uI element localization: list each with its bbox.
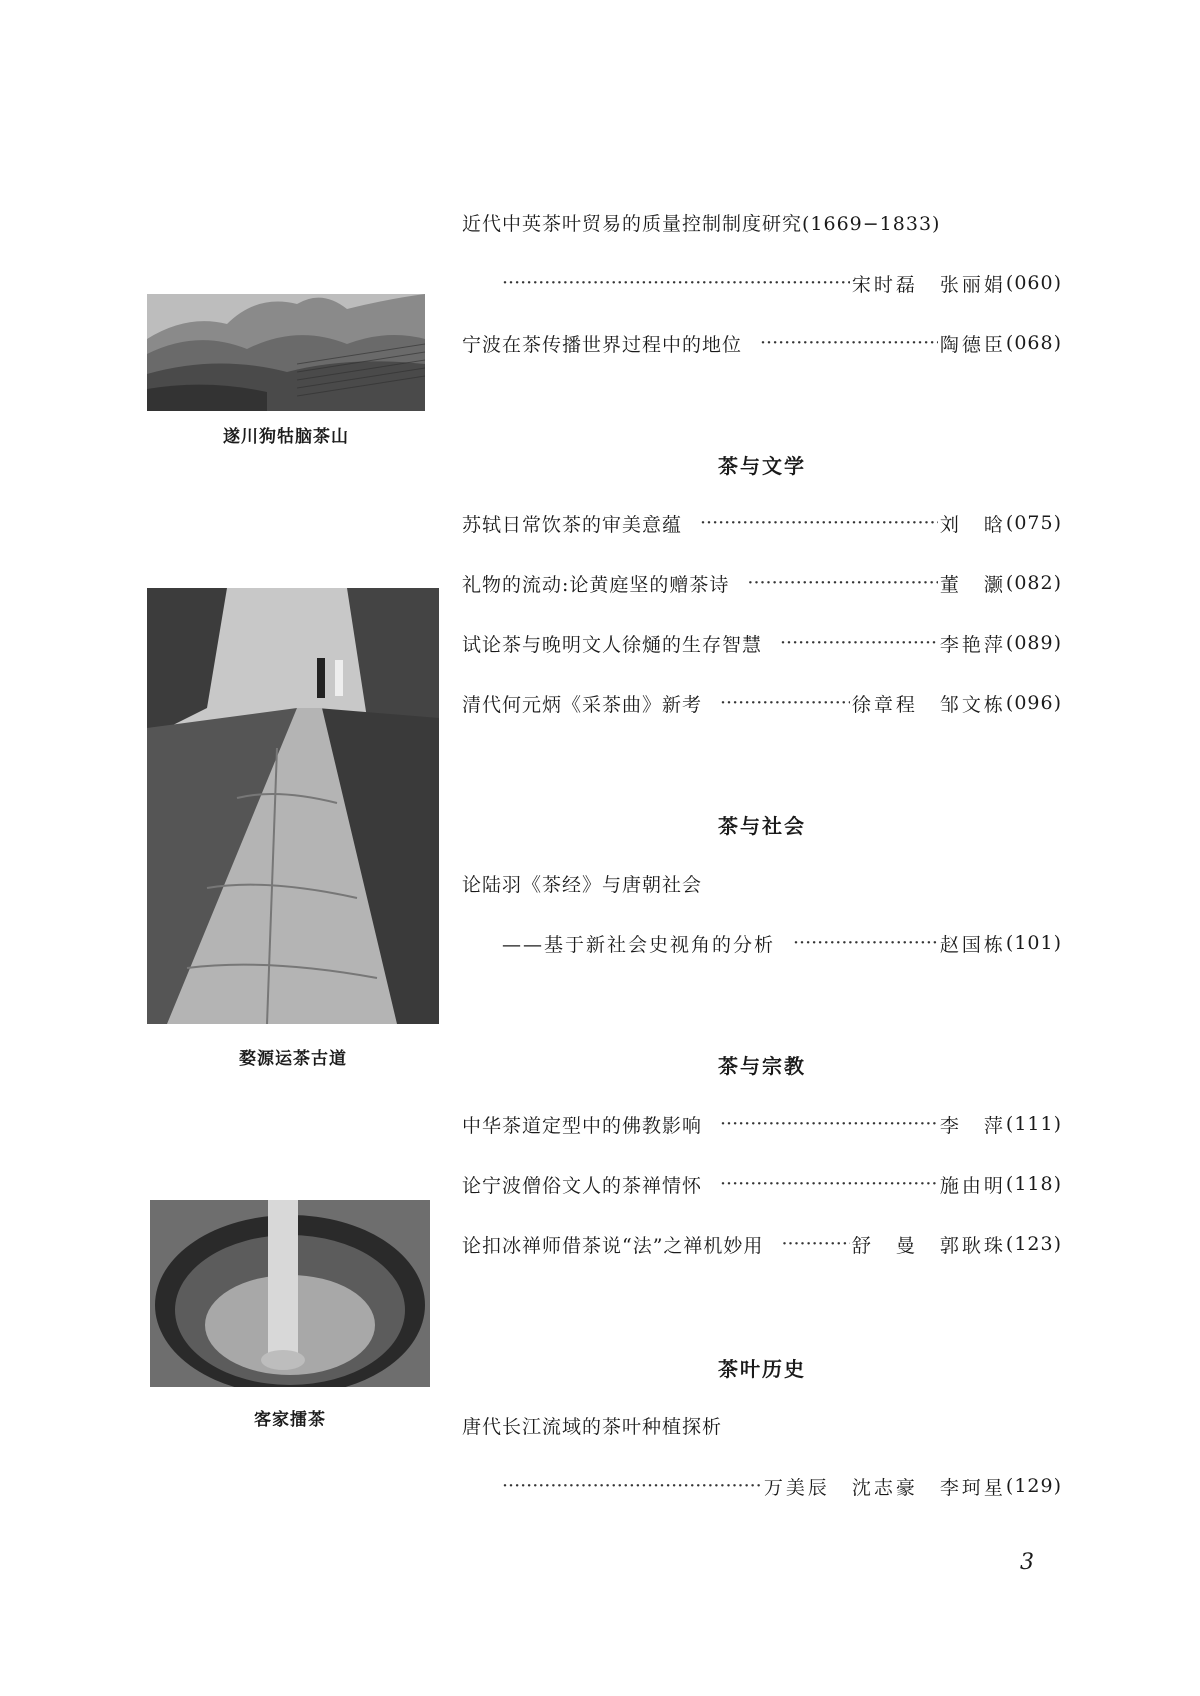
entry-author: 陶德臣 [939,333,1006,356]
entry-page: (118) [1005,1173,1062,1195]
entry-title: 论宁波僧俗文人的茶禅情怀 [462,1174,703,1197]
photo-caption: 遂川狗牯脑茶山 [223,427,349,447]
entry-author: 徐章程 邹文栋 [851,693,1006,716]
entry-author: 赵国栋 [939,933,1006,956]
entry-author: 李艳萍 [939,633,1006,656]
leader-dots [780,632,938,654]
entry-title: 论扣冰禅师借茶说“法”之禅机妙用 [462,1234,764,1257]
photo-hakka-leicha [150,1200,430,1387]
entry-page: (068) [1005,332,1062,354]
entry-page: (089) [1005,632,1062,654]
toc-entry [462,268,1062,298]
toc-entry [462,1229,1062,1259]
entry-author: 李 萍 [939,1114,1006,1137]
section-heading: 茶与文学 [718,454,806,478]
toc-entry [462,1169,1062,1199]
entry-author: 舒 曼 郭耿珠 [851,1234,1006,1257]
entry-author: 施由明 [939,1174,1006,1197]
leader-dots [720,1173,938,1195]
entry-title: 宁波在茶传播世界过程中的地位 [462,333,743,356]
page-number: 3 [1020,1550,1034,1575]
entry-page: (123) [1005,1233,1062,1255]
toc-entry [462,207,1062,237]
entry-title: 近代中英茶叶贸易的质量控制制度研究(1669−1833) [462,212,941,235]
photo-caption: 婺源运茶古道 [239,1049,347,1069]
entry-title: 礼物的流动:论黄庭坚的赠茶诗 [462,573,730,596]
section-heading: 茶与宗教 [718,1054,806,1078]
leader-dots [747,572,937,594]
toc-entry [462,628,1062,658]
entry-title: 中华茶道定型中的佛教影响 [462,1114,703,1137]
leader-dots [720,692,850,714]
toc-entry [462,928,1062,958]
toc-entry [462,568,1062,598]
entry-author: 宋时磊 张丽娟 [851,273,1006,296]
leader-dots [502,1475,762,1497]
entry-author: 刘 晗 [939,513,1006,536]
section-heading: 茶与社会 [718,814,806,838]
leader-dots [700,512,938,534]
entry-title: 清代何元炳《采茶曲》新考 [462,693,703,716]
leader-dots [781,1233,849,1255]
entry-page: (101) [1005,932,1062,954]
toc-entry [462,508,1062,538]
photo-caption: 客家擂茶 [254,1410,326,1430]
entry-page: (129) [1005,1475,1062,1497]
photo-tea-mountain [147,294,425,411]
entry-page: (096) [1005,692,1062,714]
toc-entry [462,1471,1062,1501]
toc-entry [462,1410,1062,1440]
photo-ancient-tea-road [147,588,439,1024]
toc-entry [462,1109,1062,1139]
toc-entry [462,868,1062,898]
entry-author: 董 灏 [939,573,1006,596]
entry-title: 论陆羽《茶经》与唐朝社会 [462,873,703,896]
entry-subtitle: ——基于新社会史视角的分析 [502,933,776,956]
entry-title: 苏轼日常饮茶的审美意蕴 [462,513,683,536]
entry-page: (060) [1005,272,1062,294]
entry-title: 试论茶与晚明文人徐熥的生存智慧 [462,633,763,656]
entry-page: (082) [1005,572,1062,594]
entry-page: (111) [1005,1113,1062,1135]
leader-dots [760,332,938,354]
leader-dots [502,272,850,294]
section-heading: 茶叶历史 [718,1357,806,1381]
leader-dots [793,932,938,954]
entry-author: 万美辰 沈志豪 李珂星 [763,1476,1006,1499]
leader-dots [720,1113,938,1135]
toc-entry [462,688,1062,718]
entry-title: 唐代长江流域的茶叶种植探析 [462,1415,723,1438]
toc-entry [462,328,1062,358]
entry-page: (075) [1005,512,1062,534]
